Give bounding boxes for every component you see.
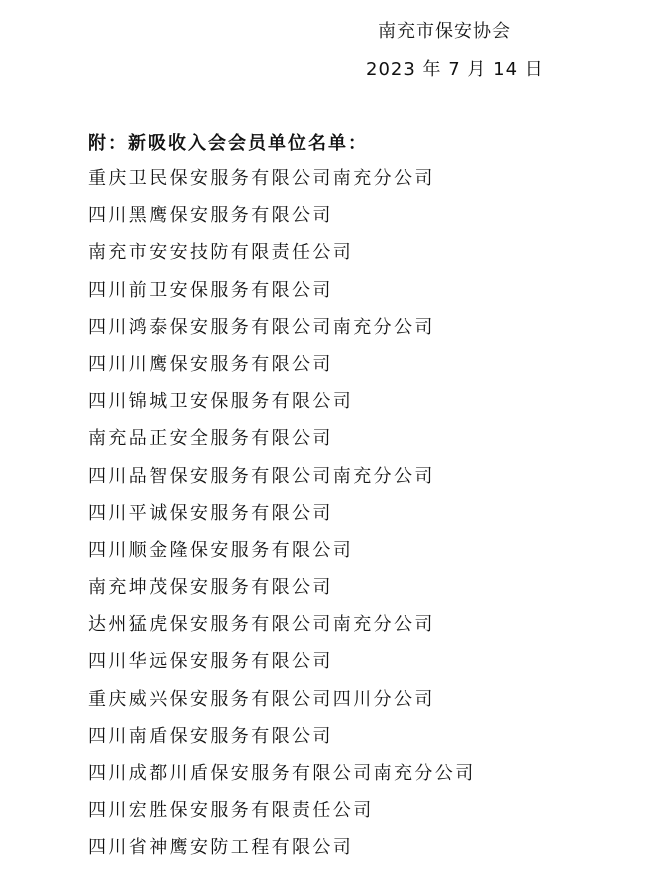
issue-date: 2023 年 7 月 14 日 (366, 59, 544, 80)
member-list-item: 重庆威兴保安服务有限公司四川分公司 (88, 688, 435, 710)
member-list-item: 南充品正安全服务有限公司 (88, 428, 333, 450)
annex-heading: 附：新吸收入会会员单位名单： (88, 133, 368, 154)
member-list-item: 四川顺金隆保安服务有限公司 (88, 539, 354, 561)
member-list-item: 四川川鹰保安服务有限公司 (88, 353, 333, 375)
member-list-item: 四川宏胜保安服务有限责任公司 (88, 800, 374, 822)
member-list-item: 达州猛虎保安服务有限公司南充分公司 (88, 614, 435, 636)
member-list-item: 四川鸿泰保安服务有限公司南充分公司 (88, 316, 435, 338)
member-list-item: 四川前卫安保服务有限公司 (88, 279, 333, 301)
member-list-item: 四川省神鹰安防工程有限公司 (88, 837, 354, 859)
member-list-item: 四川锦城卫安保服务有限公司 (88, 391, 354, 413)
member-list-item: 四川成都川盾保安服务有限公司南充分公司 (88, 763, 476, 784)
member-list-item: 南充坤茂保安服务有限公司 (88, 577, 333, 599)
member-list-item: 南充市安安技防有限责任公司 (88, 242, 354, 264)
member-list-item: 四川华远保安服务有限公司 (88, 651, 333, 673)
member-list-item: 四川平诚保安服务有限公司 (88, 502, 333, 524)
member-list (88, 165, 476, 872)
member-list-item: 四川南盾保安服务有限公司 (88, 725, 333, 747)
member-list-item: 四川黑鹰保安服务有限公司 (88, 205, 333, 227)
member-list-item: 重庆卫民保安服务有限公司南充分公司 (88, 168, 435, 189)
member-list-item: 四川品智保安服务有限公司南充分公司 (88, 465, 435, 487)
issuing-organization: 南充市保安协会 (378, 21, 511, 42)
